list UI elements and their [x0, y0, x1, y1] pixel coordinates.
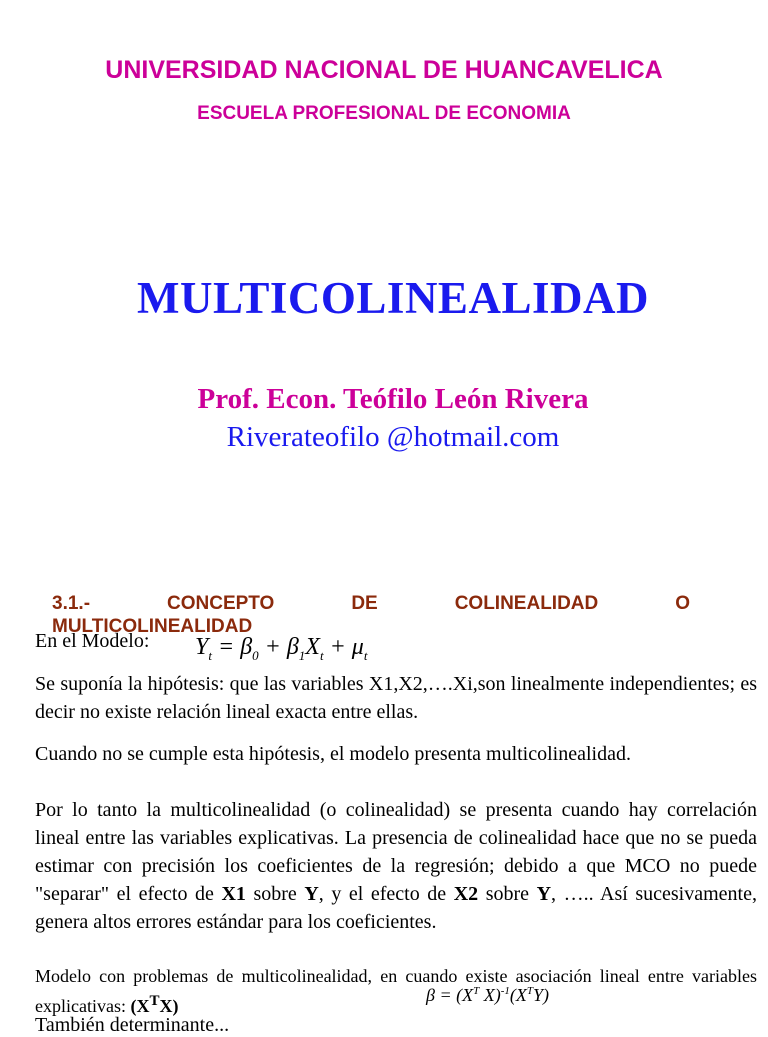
section-word: MULTICOLINEALIDAD: [52, 616, 253, 637]
document-title: MULTICOLINEALIDAD: [137, 273, 649, 323]
section-word: COLINEALIDAD: [454, 593, 599, 614]
paragraph-definition: Por lo tanto la multicolinealidad (o colinealidad) se presenta cuando hay correlación lineal entre las variables explicativas. La presencia de colinealidad hace que no se pueda estimar con precisión los coeficientes de la regresión; debido a que MCO no puede "separar" el efecto de X1 sobre Y, y el efecto de X2 sobre Y, ….. Así sucesivamente, genera altos errores estándar para los coeficientes.: [35, 799, 757, 933]
paragraph-hypothesis: Se suponía la hipótesis: que las variables X1,X2,….Xi,son linealmente independientes; es decir no existe relación lineal exacta entre ellas.: [35, 673, 757, 723]
model-label: En el Modelo:: [35, 630, 150, 652]
section-word: DE: [351, 593, 378, 614]
model-formula: $Y_t = \beta_0 + \beta_1X_t + \mu_t$: [195, 634, 368, 663]
section-number: 3.1.-: [52, 593, 91, 614]
university-name: UNIVERSIDAD NACIONAL DE HUANCAVELICA: [105, 56, 663, 84]
ols-estimator-formula: $\beta = (X^T$ $X)^{-1}(X^TY)$: [426, 985, 550, 1005]
author-name: Prof. Econ. Teófilo León Rivera: [197, 383, 589, 415]
school-name: ESCUELA PROFESIONAL DE ECONOMIA: [197, 103, 571, 124]
paragraph-model-problems: Modelo con problemas de multicolinealidad, en cuando existe asociación lineal entre variables explicativas: $(X^TX)$: [35, 966, 757, 1016]
section-word: O: [675, 593, 690, 614]
section-word: CONCEPTO: [167, 593, 275, 614]
paragraph-violation: Cuando no se cumple esta hipótesis, el modelo presenta multicolinealidad.: [35, 743, 631, 765]
author-email: Riverateofilo @hotmail.com: [226, 421, 560, 453]
paragraph-cutoff: También determinante...: [35, 1014, 230, 1036]
